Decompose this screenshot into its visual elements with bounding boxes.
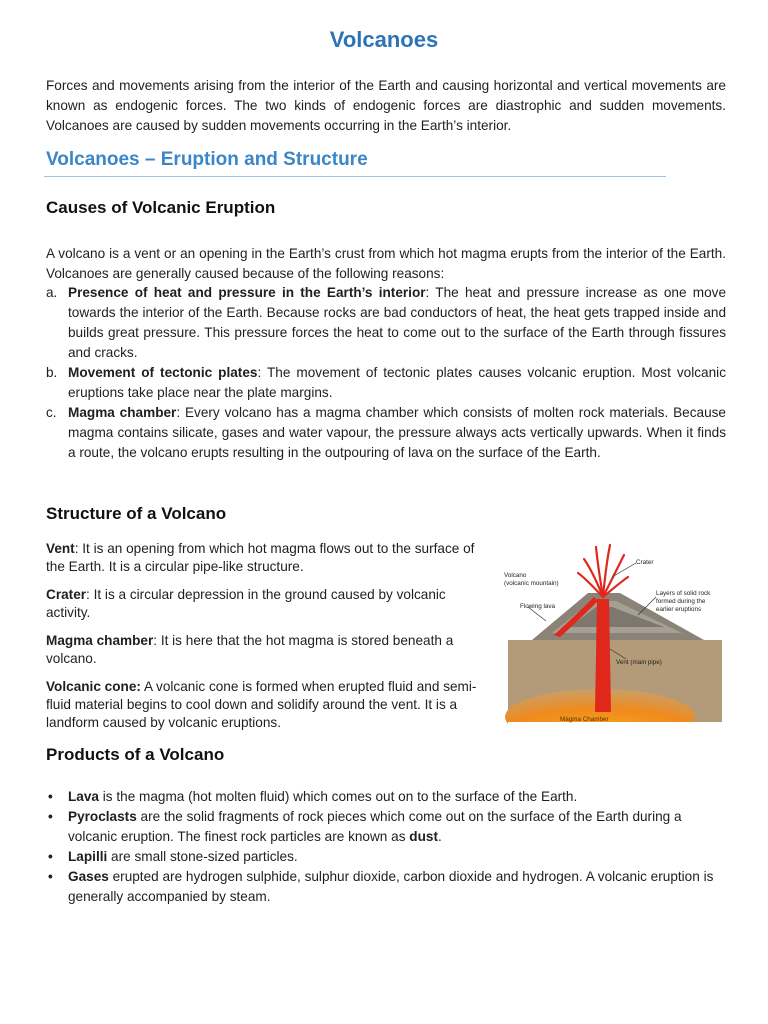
label-flowing-lava: Flowing lava	[520, 603, 555, 610]
label-volcano-sub: (volcanic mountain)	[504, 580, 559, 587]
bullet: •	[48, 809, 53, 824]
cause-text: : The heat and pressure increase as one move towards the interior of the Earth. Because rocks are bad conductors of heat, the heat gets trapped inside and builds great pressure. This pressure forces the heat to come out to the surface of the Earth through fissures and cracks.	[68, 285, 727, 360]
definition-term: Magma chamber	[46, 633, 154, 648]
list-item	[46, 807, 726, 847]
definition-crater	[46, 586, 488, 622]
cause-text: : Every volcano has a magma chamber which consists of molten rock materials. Because magma contains silicate, gases and water vapour, the pressure always acts vertically upwards. When it finds a route, the volcano erupts resulting in the outpouring of lava on the surface of the Earth.	[68, 405, 726, 460]
cause-term: Presence of heat and pressure in the Earth’s interior	[68, 285, 426, 300]
list-item	[46, 283, 726, 363]
product-text: are the solid fragments of rock pieces which come out on the surface of the Earth during a volcanic eruption. The finest rock particles are known as	[68, 809, 682, 844]
product-emphasis: dust	[409, 829, 438, 844]
product-text: are small stone-sized particles.	[107, 849, 298, 864]
products-heading: Products of a Volcano	[46, 745, 225, 764]
section-divider	[44, 176, 666, 177]
bullet: •	[48, 869, 53, 884]
label-layers-1: Layers of solid rock	[656, 590, 711, 597]
definition-text: A volcanic cone is formed when erupted fluid and semi-fluid material begins to cool down and solidify around the vent. It is a landform caused by volcanic eruptions.	[46, 679, 477, 730]
definition-term: Vent	[46, 541, 75, 556]
product-term: Pyroclasts	[68, 809, 137, 824]
product-term: Gases	[68, 869, 109, 884]
definition-text: : It is a circular depression in the ground caused by volcanic activity.	[46, 587, 446, 620]
eruption-fountain	[578, 545, 628, 597]
label-crater: Crater	[636, 559, 654, 566]
causes-list	[46, 283, 726, 463]
intro-paragraph: Forces and movements arising from the interior of the Earth and causing horizontal and vertical movements are known as endogenic forces. The two kinds of endogenic forces are diastrophic and sudden movements. Volcanoes are caused by sudden movements occurring in the Earth’s interior.	[46, 78, 726, 133]
definition-text: : It is an opening from which hot magma flows out to the surface of the Earth. It is a circular pipe-like structure.	[46, 541, 475, 574]
list-item	[46, 847, 726, 867]
causes-intro: A volcano is a vent or an opening in the Earth’s crust from which hot magma erupts from the interior of the Earth. Volcanoes are generally caused because of the following reasons:	[46, 246, 726, 281]
definition-text: : It is here that the hot magma is stored beneath a volcano.	[46, 633, 454, 666]
definition-volcanic-cone	[46, 678, 488, 732]
label-vent: Vent (main pipe)	[616, 659, 662, 666]
bullet: •	[48, 789, 53, 804]
causes-heading: Causes of Volcanic Eruption	[46, 198, 276, 217]
list-item	[46, 363, 726, 403]
list-item	[46, 787, 726, 807]
section-heading: Volcanoes – Eruption and Structure	[46, 149, 368, 170]
vent-pipe	[595, 599, 611, 712]
cause-term: Magma chamber	[68, 405, 177, 420]
structure-definitions	[46, 540, 488, 742]
label-volcano: Volcano	[504, 572, 527, 579]
definition-magma-chamber	[46, 632, 488, 668]
product-term: Lapilli	[68, 849, 108, 864]
product-text: erupted are hydrogen sulphide, sulphur dioxide, carbon dioxide and hydrogen. A volcanic eruption is generally accompanied by steam.	[68, 869, 714, 904]
cause-term: Movement of tectonic plates	[68, 365, 258, 380]
product-text: .	[437, 829, 442, 844]
bullet: •	[48, 849, 53, 864]
definition-term: Crater	[46, 587, 87, 602]
list-marker: a.	[46, 285, 58, 300]
volcano-diagram	[498, 537, 724, 732]
page-title: Volcanoes	[329, 27, 439, 52]
definition-term: Volcanic cone:	[46, 679, 141, 694]
cause-text: : The movement of tectonic plates causes volcanic eruption. Most volcanic eruptions take place near the plate margins.	[68, 365, 726, 400]
label-layers-2: formed during the	[656, 598, 706, 605]
structure-heading: Structure of a Volcano	[46, 504, 227, 523]
label-layers-3: earlier eruptions	[656, 606, 702, 613]
list-item	[46, 403, 726, 463]
product-text: is the magma (hot molten fluid) which comes out on to the surface of the Earth.	[98, 789, 578, 804]
list-marker: c.	[46, 405, 57, 420]
products-list	[46, 787, 726, 907]
definition-vent	[46, 540, 488, 576]
list-marker: b.	[46, 365, 58, 380]
list-item	[46, 867, 726, 907]
label-magma-chamber: Magma Chamber	[560, 716, 609, 723]
product-term: Lava	[68, 789, 99, 804]
